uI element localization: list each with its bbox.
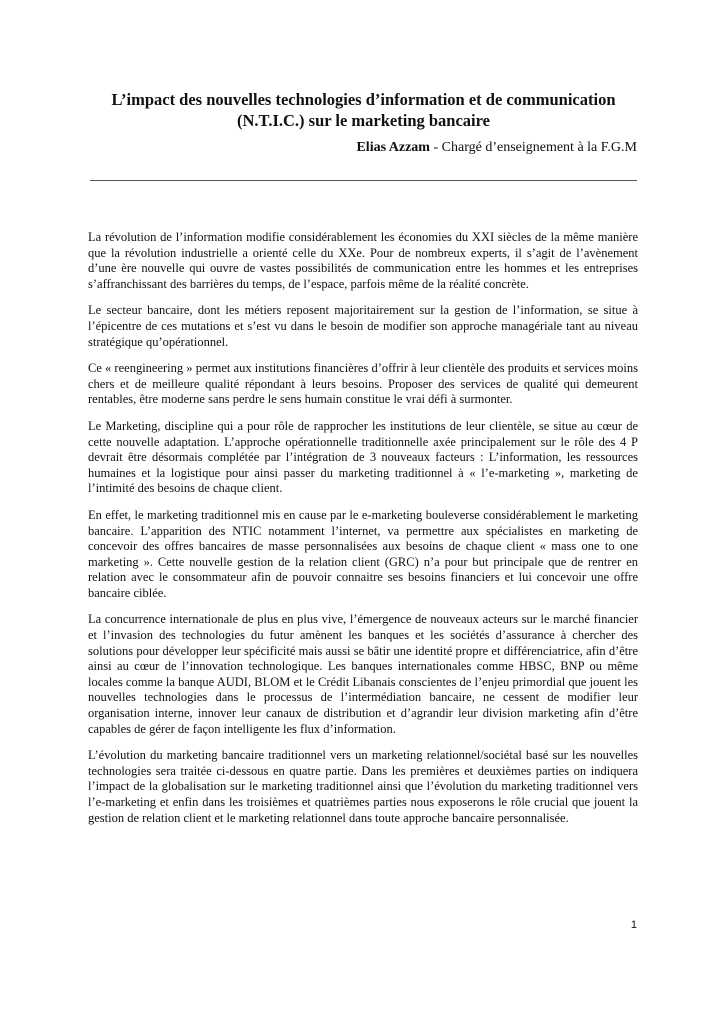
- paragraph: Ce « reengineering » permet aux institutions financières d’offrir à leur clientèle des produits et services moins chers et de meilleure qualité répondant à leurs besoins. Proposer des services de qualité qui demeurent rentables, être moderne sans perdre le sens humain constitue le vrai défi à surmonter.: [88, 361, 638, 407]
- document-body: [88, 230, 638, 837]
- author-name: Elias Azzam: [356, 140, 430, 155]
- title-line-2: (N.T.I.C.) sur le marketing bancaire: [237, 111, 490, 130]
- author-separator: -: [433, 140, 439, 155]
- author-role: Chargé d’enseignement à la F.G.M: [441, 140, 637, 155]
- author-line: [356, 139, 637, 157]
- paragraph: L’évolution du marketing bancaire traditionnel vers un marketing relationnel/sociétal basé sur les nouvelles technologies sera traitée ci-dessous en quatre partie. Dans les premières et deuxièmes parties on indiquera l’impact de la globalisation sur le marketing traditionnel ainsi que l’évolution du marketing traditionnel vers l’e-marketing et enfin dans les troisièmes et quatrièmes parties nous exposerons le rôle crucial que jouent la gestion de relation client et le marketing relationnel dans toute approche bancaire personnalisée.: [88, 748, 638, 825]
- paragraph: En effet, le marketing traditionnel mis en cause par le e-marketing bouleverse considérablement le marketing bancaire. L’apparition des NTIC notamment l’internet, va permettre aux spécialistes en marketing de concevoir des offres bancaires de masse personnalisées aux besoins de chaque client « mass one to one marketing ». Cette nouvelle gestion de la relation client (GRC) n’a pour but principale que de rentrer en relation avec le consommateur afin de pouvoir connaitre ses besoins financiers et lui concevoir une offre bancaire ciblée.: [88, 507, 638, 600]
- page-number: 1: [630, 919, 637, 931]
- paragraph: La concurrence internationale de plus en plus vive, l’émergence de nouveaux acteurs sur le marché financier et l’invasion des technologies du futur amènent les banques et les sociétés d’assurance à chercher des solutions pour développer leur spécificité mais aussi se bâtir une identité propre et différenciatrice, afin d’être ainsi au cœur de l’innovation technologique. Les banques internationales comme HBSC, BNP ou même locales comme la banque AUDI, BLOM et le Crédit Libanais conscientes de l’enjeu primordial que jouent les nouvelles technologies dans le processus de l’intermédiation bancaire, ne cessent de modifier leur organisation interne, innover leur canaux de distribution et d’agrandir leur division marketing afin d’être capables de gérer de façon intelligente les flux d’information.: [88, 612, 638, 736]
- document-title: [90, 89, 637, 131]
- paragraph: La révolution de l’information modifie considérablement les économies du XXI siècles de la même manière que la révolution industrielle a orienté celle du XXe. Pour de nombreux experts, il s’agit de l’avènement d’une ère nouvelle qui ouvre de vastes possibilités de communication entre les hommes et les entreprises s’affranchissant des barrières du temps, de l’espace, parfois même de la réalité concrète.: [88, 230, 638, 291]
- title-line-1: L’impact des nouvelles technologies d’information et de communication: [111, 90, 616, 109]
- paragraph: Le Marketing, discipline qui a pour rôle de rapprocher les institutions de leur clientèle, se situe au cœur de cette nouvelle adaptation. L’approche opérationnelle traditionnelle axée principalement sur le rôle des 4 P devrait être désormais complétée par l’intégration de 3 nouveaux facteurs : L’information, les ressources humaines et la logistique pour ainsi passer du marketing traditionnel à « l’e-marketing », marketing de l’intimité des besoins de chaque client.: [88, 418, 638, 496]
- header-divider: [90, 180, 637, 181]
- paragraph: Le secteur bancaire, dont les métiers reposent majoritairement sur la gestion de l’information, se situe à l’épicentre de ces mutations et s’est vu dans le besoin de modifier son approche managériale tant au niveau stratégique qu’opérationnel.: [88, 303, 638, 349]
